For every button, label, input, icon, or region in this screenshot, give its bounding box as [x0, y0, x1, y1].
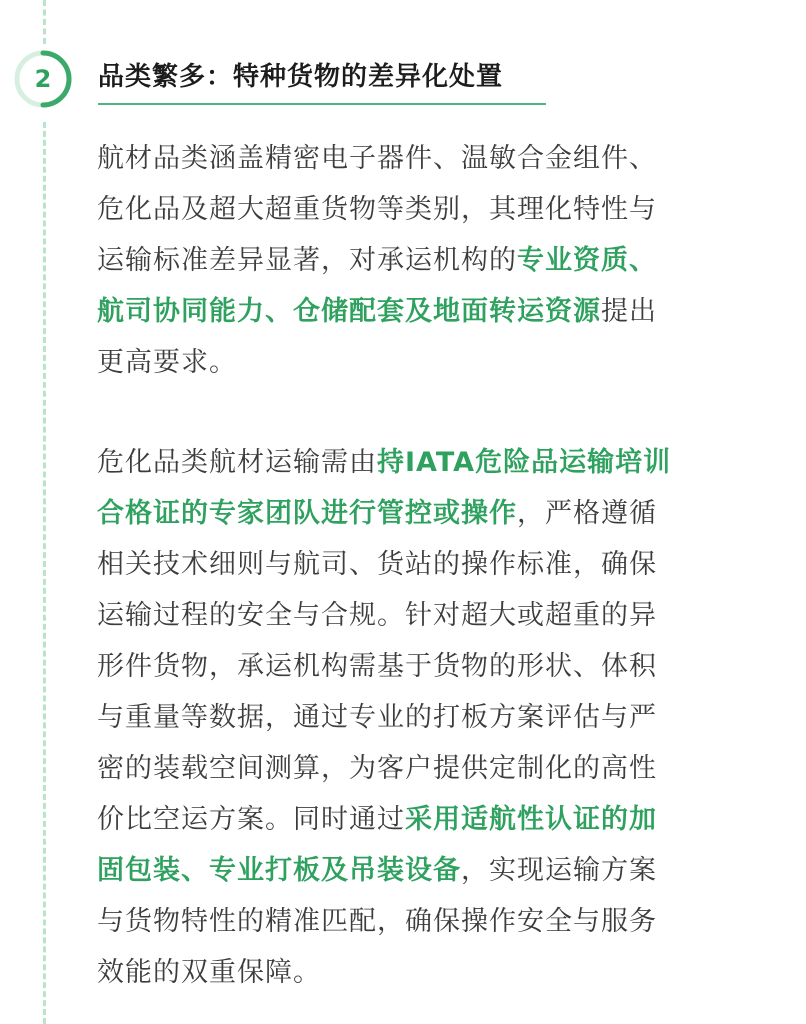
text-span: 提出	[601, 296, 657, 327]
text-line	[97, 794, 727, 845]
text-line	[97, 896, 727, 947]
text-span: 形件货物，承运机构需基于货物的形状、体积	[97, 651, 657, 682]
text-span: 更高要求。	[97, 347, 237, 378]
text-line	[97, 184, 727, 235]
text-line	[97, 286, 727, 337]
text-line	[97, 235, 727, 286]
section-title: 品类繁多：特种货物的差异化处置	[98, 62, 504, 92]
text-line	[97, 133, 727, 184]
text-line	[97, 743, 727, 794]
text-span: ，实现运输方案	[461, 855, 657, 886]
text-span: 效能的双重保障。	[97, 957, 321, 988]
text-span: 运输标准差异显著，对承运机构的	[97, 245, 517, 276]
timeline-dashed-line	[43, 122, 46, 1024]
highlight-text: 固包装、专业打板及吊装设备	[97, 855, 461, 886]
text-line	[97, 488, 727, 539]
paragraph-2	[97, 437, 727, 998]
text-line	[97, 437, 727, 488]
text-span: ，严格遵循	[517, 498, 657, 529]
highlight-text: 专业资质、	[517, 245, 657, 276]
highlight-text: 采用适航性认证的加	[405, 804, 657, 835]
text-span: 与货物特性的精准匹配，确保操作安全与服务	[97, 906, 657, 937]
text-line	[97, 692, 727, 743]
highlight-text: 航司协同能力、仓储配套及地面转运资源	[97, 296, 601, 327]
text-line	[97, 337, 727, 388]
highlight-text: 持IATA危险品运输培训	[377, 447, 672, 478]
section-number-badge	[14, 50, 72, 108]
title-underline	[98, 103, 546, 105]
section-number: 2	[34, 65, 52, 93]
text-line	[97, 845, 727, 896]
text-line	[97, 590, 727, 641]
text-line	[97, 641, 727, 692]
text-span: 相关技术细则与航司、货站的操作标准，确保	[97, 549, 657, 580]
text-span: 价比空运方案。同时通过	[97, 804, 405, 835]
text-span: 密的装载空间测算，为客户提供定制化的高性	[97, 753, 657, 784]
timeline-dashed-line-top	[43, 0, 46, 44]
highlight-text: 合格证的专家团队进行管控或操作	[97, 498, 517, 529]
text-line	[97, 539, 727, 590]
text-span: 危化品及超大超重货物等类别，其理化特性与	[97, 194, 657, 225]
text-line	[97, 947, 727, 998]
text-span: 运输过程的安全与合规。针对超大或超重的异	[97, 600, 657, 631]
text-span: 与重量等数据，通过专业的打板方案评估与严	[97, 702, 657, 733]
paragraph-1	[97, 133, 727, 388]
text-span: 危化品类航材运输需由	[97, 447, 377, 478]
text-span: 航材品类涵盖精密电子器件、温敏合金组件、	[97, 143, 657, 174]
